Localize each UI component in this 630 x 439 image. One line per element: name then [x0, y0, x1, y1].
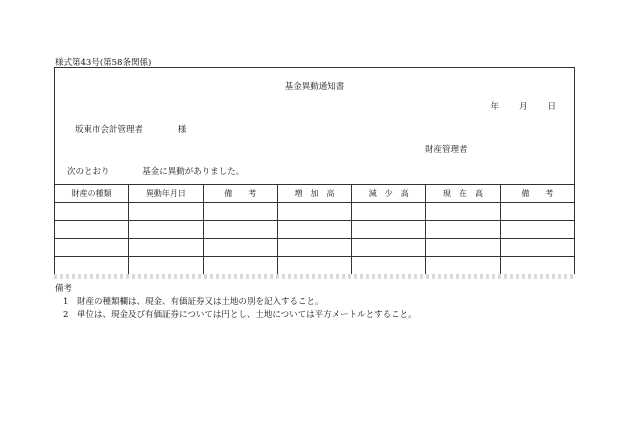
note-item — [55, 296, 417, 309]
header-change-date: 異動年月日 — [129, 185, 203, 203]
table-cell[interactable] — [426, 203, 500, 221]
table-cell[interactable] — [203, 239, 277, 257]
table-cell[interactable] — [55, 257, 129, 275]
addressee — [75, 123, 186, 135]
property-manager-label: 財産管理者 — [425, 145, 468, 155]
ledger-table — [54, 184, 575, 275]
form-number: 様式第43号(第58条関係) — [55, 58, 152, 68]
table-cell[interactable] — [352, 203, 426, 221]
note-number: 2 — [63, 310, 69, 320]
header-remarks-1: 備 考 — [203, 185, 277, 203]
header-increase: 増 加 高 — [277, 185, 351, 203]
table-cell[interactable] — [426, 221, 500, 239]
statement — [67, 165, 244, 177]
header-current: 現 在 高 — [426, 185, 500, 203]
table-cell[interactable] — [55, 221, 129, 239]
note-text: 財産の種類欄は、現金、有価証券又は土地の別を記入すること。 — [77, 297, 324, 307]
table-cell[interactable] — [352, 239, 426, 257]
form-frame — [54, 67, 575, 278]
table-cell[interactable] — [129, 221, 203, 239]
table-cell[interactable] — [55, 239, 129, 257]
table-cell[interactable] — [277, 239, 351, 257]
table-cell[interactable] — [426, 239, 500, 257]
statement-lead: 次のとおり — [67, 167, 110, 177]
date-year: 年 — [490, 102, 499, 112]
table-cell[interactable] — [500, 257, 574, 275]
table-row — [55, 239, 575, 257]
header-decrease: 減 少 高 — [352, 185, 426, 203]
table-cell[interactable] — [277, 221, 351, 239]
table-cell[interactable] — [203, 221, 277, 239]
notes-heading: 備考 — [55, 284, 73, 294]
addressee-name: 坂東市会計管理者 — [75, 125, 144, 135]
table-cell[interactable] — [55, 203, 129, 221]
torn-edge-divider — [54, 274, 575, 279]
note-item — [55, 309, 417, 322]
table-cell[interactable] — [203, 203, 277, 221]
table-header-row — [55, 185, 575, 203]
date-day: 日 — [547, 102, 556, 112]
table-cell[interactable] — [203, 257, 277, 275]
table-cell[interactable] — [129, 257, 203, 275]
header-remarks-2: 備 考 — [500, 185, 574, 203]
note-number: 1 — [63, 297, 69, 307]
table-cell[interactable] — [500, 239, 574, 257]
form-title: 基金異動通知書 — [284, 82, 345, 92]
addressee-honorific: 様 — [177, 125, 187, 135]
table-cell[interactable] — [426, 257, 500, 275]
table-cell[interactable] — [500, 203, 574, 221]
date-line — [490, 100, 556, 112]
table-row — [55, 203, 575, 221]
table-row — [55, 257, 575, 275]
table-cell[interactable] — [129, 203, 203, 221]
header-property-type: 財産の種類 — [55, 185, 129, 203]
note-text: 単位は、現金及び有価証券については円とし、土地については平方メートルとすること。 — [77, 310, 417, 320]
date-month: 月 — [518, 102, 528, 112]
notes — [55, 283, 417, 322]
table-cell[interactable] — [352, 257, 426, 275]
table-cell[interactable] — [500, 221, 574, 239]
table-cell[interactable] — [352, 221, 426, 239]
table-row — [55, 221, 575, 239]
table-cell[interactable] — [277, 203, 351, 221]
table-cell[interactable] — [277, 257, 351, 275]
statement-body: 基金に異動がありました。 — [142, 167, 245, 177]
table-cell[interactable] — [129, 239, 203, 257]
